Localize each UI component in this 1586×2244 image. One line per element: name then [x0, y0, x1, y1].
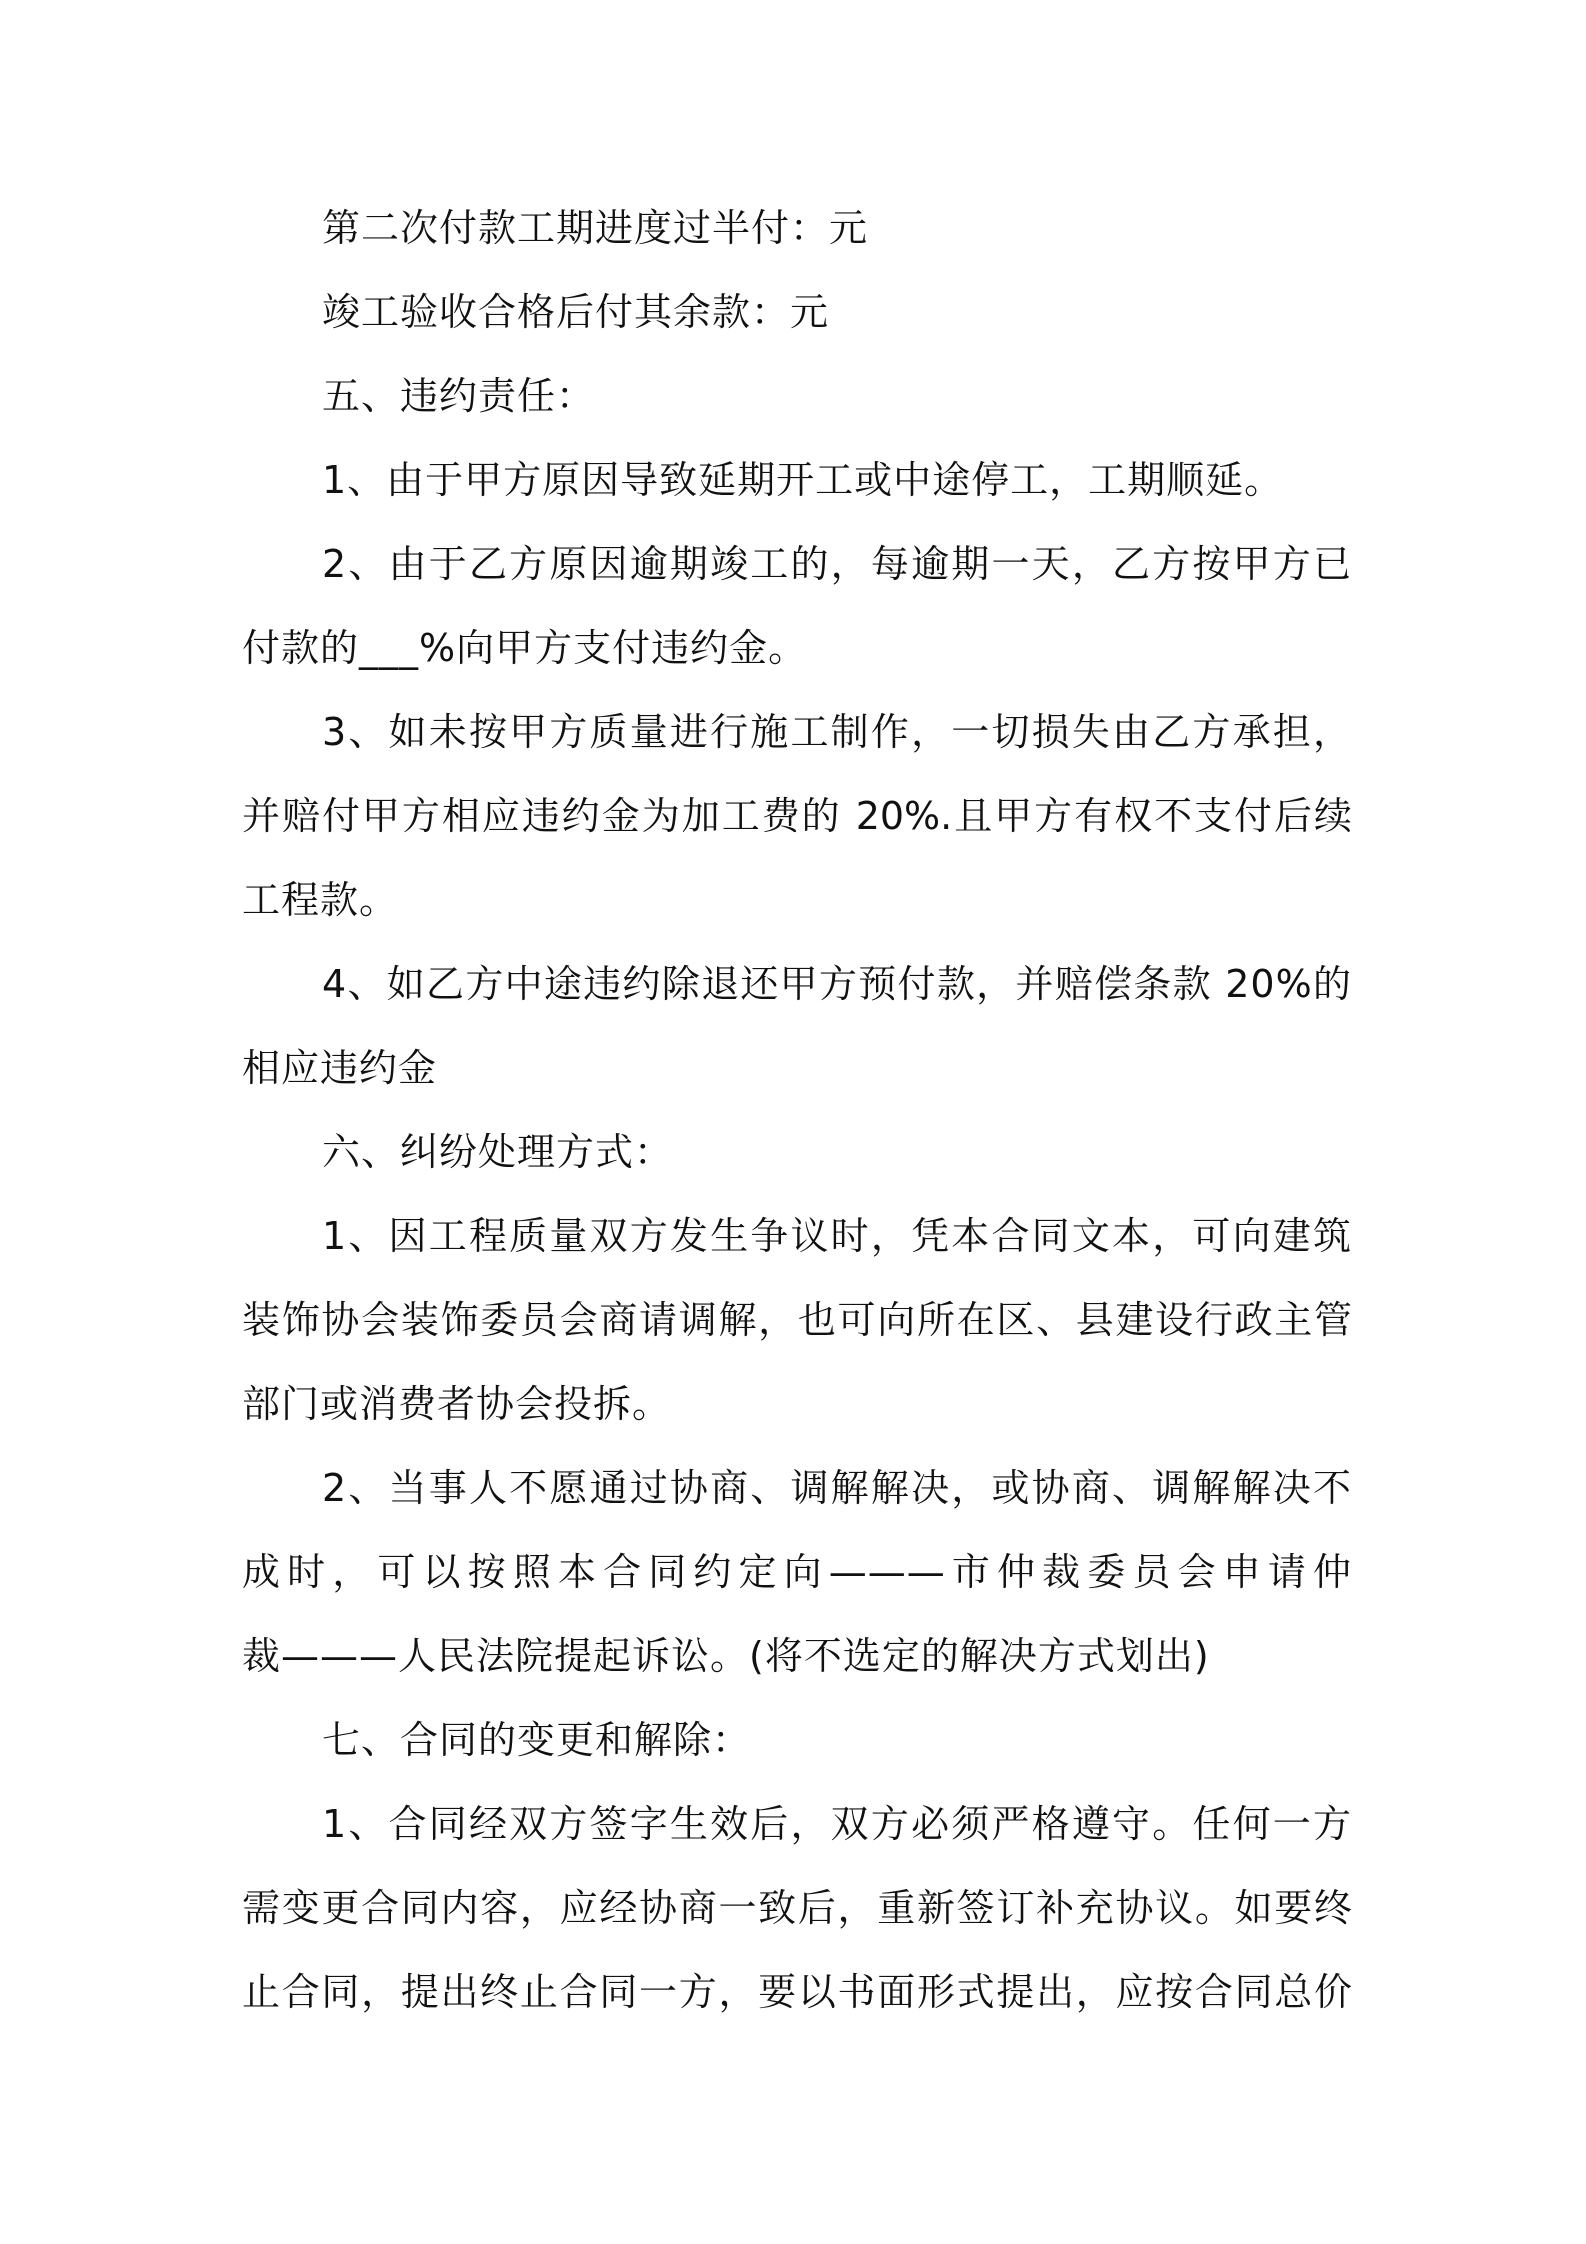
amendment-clause-1-line-3: 止合同，提出终止合同一方，要以书面形式提出，应按合同总价 — [242, 1970, 1352, 2014]
dispute-clause-1-line-2: 装饰协会装饰委员会商请调解，也可向所在区、县建设行政主管 — [242, 1298, 1352, 1342]
payment-line-second: 第二次付款工期进度过半付：元 — [322, 206, 869, 250]
payment-line-final: 竣工验收合格后付其余款：元 — [322, 290, 830, 334]
breach-clause-3-line-2: 并赔付甲方相应违约金为加工费的 20%.且甲方有权不支付后续 — [242, 794, 1352, 838]
breach-clause-3-line-1: 3、如未按甲方质量进行施工制作，一切损失由乙方承担， — [322, 710, 1352, 754]
breach-clause-4-line-1: 4、如乙方中途违约除退还甲方预付款，并赔偿条款 20%的 — [322, 962, 1352, 1006]
dispute-clause-2-line-1: 2、当事人不愿通过协商、调解解决，或协商、调解解决不 — [322, 1466, 1352, 1510]
section-heading-amendment: 七、合同的变更和解除： — [322, 1718, 752, 1762]
amendment-clause-1-line-2: 需变更合同内容，应经协商一致后，重新签订补充协议。如要终 — [242, 1886, 1352, 1930]
dispute-clause-1-line-3: 部门或消费者协会投拆。 — [242, 1382, 672, 1426]
section-heading-breach: 五、违约责任： — [322, 374, 596, 418]
amendment-clause-1-line-1: 1、合同经双方签字生效后，双方必须严格遵守。任何一方 — [322, 1802, 1352, 1846]
dispute-clause-1-line-1: 1、因工程质量双方发生争议时，凭本合同文本，可向建筑 — [322, 1214, 1352, 1258]
breach-clause-3-line-3: 工程款。 — [242, 878, 399, 922]
breach-clause-4-line-2: 相应违约金 — [242, 1046, 438, 1090]
breach-clause-2-line-1: 2、由于乙方原因逾期竣工的，每逾期一天，乙方按甲方已 — [322, 542, 1352, 586]
breach-clause-1: 1、由于甲方原因导致延期开工或中途停工，工期顺延。 — [322, 458, 1284, 502]
breach-clause-2-line-2: 付款的___%向甲方支付违约金。 — [242, 626, 808, 670]
dispute-clause-2-line-2: 成时，可以按照本合同约定向———市仲裁委员会申请仲 — [242, 1550, 1352, 1594]
dispute-clause-2-line-3: 裁———人民法院提起诉讼。(将不选定的解决方式划出) — [242, 1634, 1210, 1678]
section-heading-dispute: 六、纠纷处理方式： — [322, 1130, 674, 1174]
